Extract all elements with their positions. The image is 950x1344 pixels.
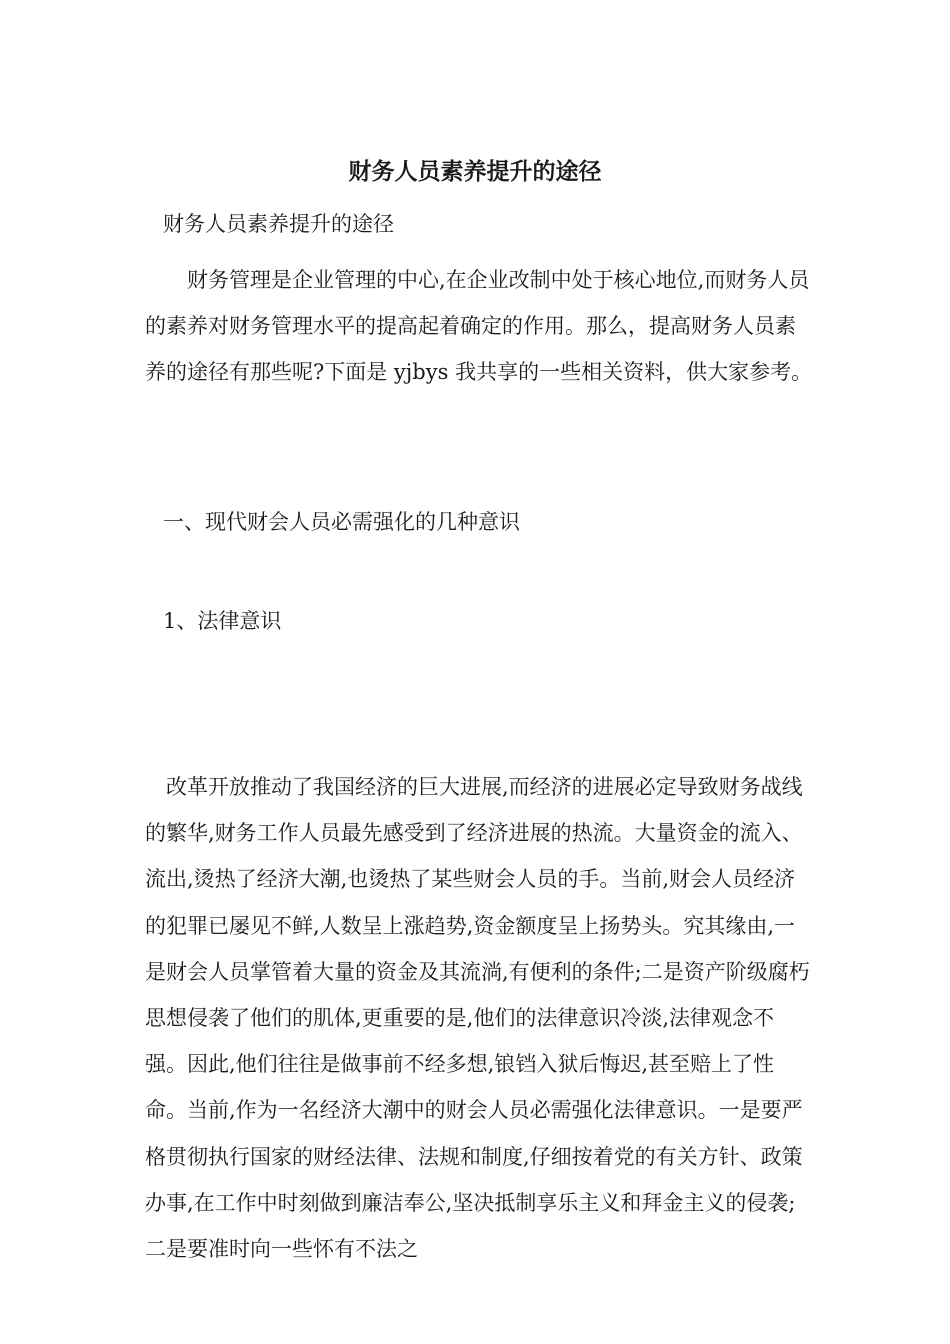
intro-paragraph: 财务管理是企业管理的中心,在企业改制中处于核心地位,而财务人员的素养对财务管理水平的提高起着确定的作用。那么，提高财务人员素养的途径有那些呢?下面是 yjbys 我共享的一些相关资料，供大家参考。: [145, 268, 813, 385]
body-paragraph: 改革开放推动了我国经济的巨大进展,而经济的进展必定导致财务战线的繁华,财务工作人员最先感受到了经济进展的热流。大量资金的流入、流出,烫热了经济大潮,也烫热了某些财会人员的手。当前,财会人员经济的犯罪已屡见不鲜,人数呈上涨趋势,资金额度呈上扬势头。究其缘由,一是财会人员掌管着大量的资金及其流淌,有便利的条件;二是资产阶级腐朽思想侵袭了他们的肌体,更重要的是,他们的法律意识冷淡,法律观念不强。因此,他们往往是做事前不经多想,锒铛入狱后悔迟,甚至赔上了性命。当前,作为一名经济大潮中的财会人员必需强化法律意识。一是要严格贯彻执行国家的财经法律、法规和制度,仔细按着党的有关方针、政策办事,在工作中时刻做到廉洁奉公,坚决抵制享乐主义和拜金主义的侵袭;二是要准时向一些怀有不法之: [145, 775, 810, 1262]
document-subtitle: 财务人员素养提升的途径: [163, 212, 394, 236]
document-title: 财务人员素养提升的途径: [348, 158, 602, 185]
section-heading: 一、现代财会人员必需强化的几种意识: [163, 510, 520, 534]
subsection-heading: 1、法律意识: [163, 609, 282, 633]
